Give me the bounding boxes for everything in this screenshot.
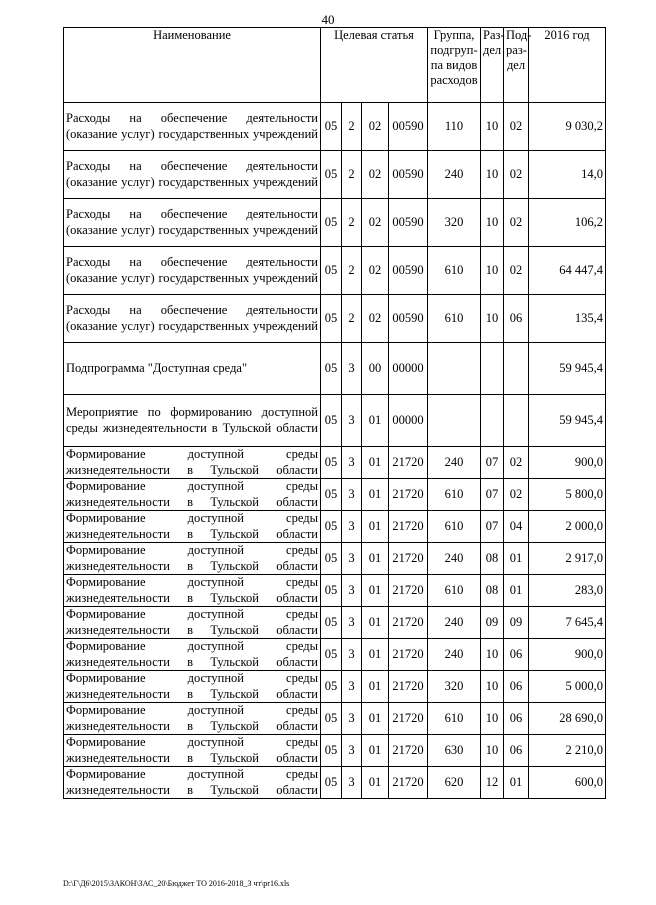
cell-target-direction: 00590 [389,295,428,343]
cell-amount-2016: 5 000,0 [529,671,606,703]
cell-amount-2016: 283,0 [529,575,606,607]
cell-target-program: 05 [321,151,342,199]
cell-target-direction: 21720 [389,447,428,479]
cell-razdel: 10 [481,735,504,767]
table-row [64,247,606,295]
cell-amount-2016: 900,0 [529,639,606,671]
cell-target-direction: 21720 [389,479,428,511]
cell-target-event: 01 [362,703,389,735]
cell-target-subprogram: 3 [342,607,362,639]
cell-name: Формирование доступной среды жизнедеятельности в Тульской области [64,767,321,799]
table-row [64,343,606,395]
cell-name: Расходы на обеспечение деятельности (оказание услуг) государственных учреждений [64,295,321,343]
cell-razdel: 09 [481,607,504,639]
cell-target-subprogram: 3 [342,639,362,671]
cell-target-subprogram: 3 [342,395,362,447]
cell-target-program: 05 [321,247,342,295]
cell-razdel: 07 [481,479,504,511]
cell-razdel: 08 [481,543,504,575]
cell-expense-group: 240 [428,639,481,671]
cell-target-event: 01 [362,479,389,511]
cell-target-subprogram: 3 [342,511,362,543]
header-year: 2016 год [529,28,606,103]
table-body [64,103,606,799]
cell-razdel: 07 [481,447,504,479]
cell-expense-group: 620 [428,767,481,799]
cell-name: Мероприятие по формированию доступной среды жизнедеятельности в Тульской области [64,395,321,447]
cell-target-event: 01 [362,607,389,639]
cell-target-direction: 00590 [389,199,428,247]
cell-expense-group [428,395,481,447]
cell-expense-group: 320 [428,671,481,703]
cell-razdel [481,343,504,395]
cell-name: Подпрограмма "Доступная среда" [64,343,321,395]
cell-expense-group: 240 [428,447,481,479]
cell-target-direction: 21720 [389,767,428,799]
table-row [64,395,606,447]
cell-target-program: 05 [321,607,342,639]
header-razdel: Раз-дел [481,28,504,103]
cell-target-program: 05 [321,671,342,703]
cell-target-direction: 21720 [389,671,428,703]
cell-expense-group: 610 [428,575,481,607]
cell-target-subprogram: 3 [342,343,362,395]
budget-table [63,27,606,799]
cell-razdel [481,395,504,447]
table-row [64,543,606,575]
header-group: Группа, подгруп-па видов расходов [428,28,481,103]
cell-target-event: 02 [362,103,389,151]
table-row [64,199,606,247]
cell-name: Формирование доступной среды жизнедеятельности в Тульской области [64,511,321,543]
cell-target-subprogram: 2 [342,151,362,199]
cell-amount-2016: 106,2 [529,199,606,247]
cell-name: Формирование доступной среды жизнедеятельности в Тульской области [64,703,321,735]
cell-razdel: 10 [481,295,504,343]
cell-target-subprogram: 2 [342,103,362,151]
table-row [64,103,606,151]
cell-target-direction: 21720 [389,543,428,575]
cell-target-subprogram: 3 [342,575,362,607]
cell-razdel: 10 [481,199,504,247]
cell-razdel: 10 [481,639,504,671]
cell-expense-group: 240 [428,151,481,199]
cell-name: Формирование доступной среды жизнедеятельности в Тульской области [64,671,321,703]
cell-amount-2016: 900,0 [529,447,606,479]
cell-podrazdel: 02 [504,151,529,199]
cell-podrazdel: 04 [504,511,529,543]
header-podrazdel: Под-раз-дел [504,28,529,103]
cell-target-program: 05 [321,511,342,543]
cell-name: Расходы на обеспечение деятельности (оказание услуг) государственных учреждений [64,103,321,151]
table-row [64,767,606,799]
cell-target-subprogram: 3 [342,671,362,703]
cell-target-program: 05 [321,343,342,395]
cell-amount-2016: 7 645,4 [529,607,606,639]
cell-razdel: 08 [481,575,504,607]
cell-target-subprogram: 2 [342,295,362,343]
cell-podrazdel: 06 [504,671,529,703]
table-row [64,447,606,479]
cell-target-direction: 00000 [389,395,428,447]
cell-name: Формирование доступной среды жизнедеятельности в Тульской области [64,447,321,479]
cell-podrazdel: 01 [504,767,529,799]
cell-razdel: 10 [481,671,504,703]
table-row [64,607,606,639]
cell-name: Формирование доступной среды жизнедеятельности в Тульской области [64,607,321,639]
cell-amount-2016: 600,0 [529,767,606,799]
table-row [64,735,606,767]
page-number: 40 [321,12,335,27]
cell-expense-group: 110 [428,103,481,151]
cell-target-direction: 21720 [389,735,428,767]
table-row [64,295,606,343]
cell-podrazdel: 02 [504,199,529,247]
cell-razdel: 10 [481,103,504,151]
cell-target-program: 05 [321,199,342,247]
cell-name: Формирование доступной среды жизнедеятельности в Тульской области [64,639,321,671]
table-row [64,151,606,199]
cell-target-subprogram: 3 [342,735,362,767]
cell-amount-2016: 2 210,0 [529,735,606,767]
cell-target-direction: 00000 [389,343,428,395]
cell-name: Формирование доступной среды жизнедеятельности в Тульской области [64,575,321,607]
cell-target-program: 05 [321,295,342,343]
cell-razdel: 07 [481,511,504,543]
cell-amount-2016: 2 917,0 [529,543,606,575]
cell-target-event: 01 [362,639,389,671]
cell-expense-group: 610 [428,511,481,543]
cell-target-program: 05 [321,575,342,607]
cell-target-event: 01 [362,543,389,575]
cell-target-event: 01 [362,511,389,543]
cell-target-event: 02 [362,295,389,343]
cell-podrazdel: 06 [504,295,529,343]
cell-target-event: 01 [362,575,389,607]
cell-target-direction: 21720 [389,639,428,671]
header-name: Наименование [64,28,321,103]
cell-target-event: 01 [362,447,389,479]
cell-target-program: 05 [321,447,342,479]
cell-podrazdel: 01 [504,543,529,575]
cell-podrazdel [504,395,529,447]
cell-amount-2016: 28 690,0 [529,703,606,735]
cell-podrazdel: 02 [504,479,529,511]
cell-amount-2016: 64 447,4 [529,247,606,295]
header-target: Целевая статья [321,28,428,103]
cell-target-program: 05 [321,479,342,511]
cell-target-program: 05 [321,735,342,767]
cell-amount-2016: 9 030,2 [529,103,606,151]
table-row [64,671,606,703]
table-row [64,703,606,735]
cell-target-program: 05 [321,639,342,671]
footer-file-path: D:\Г\Д6\2015\ЗАКОН\ЗАС_20\Бюджет ТО 2016-2018_3 чт\pr16.xls [63,879,290,888]
cell-podrazdel [504,343,529,395]
table-row [64,575,606,607]
cell-target-event: 01 [362,767,389,799]
cell-target-event: 02 [362,151,389,199]
cell-target-subprogram: 3 [342,767,362,799]
cell-target-subprogram: 2 [342,247,362,295]
cell-target-subprogram: 3 [342,447,362,479]
cell-name: Формирование доступной среды жизнедеятельности в Тульской области [64,479,321,511]
cell-name: Расходы на обеспечение деятельности (оказание услуг) государственных учреждений [64,151,321,199]
cell-expense-group: 610 [428,295,481,343]
cell-podrazdel: 02 [504,447,529,479]
table-row [64,511,606,543]
cell-target-event: 01 [362,735,389,767]
cell-target-program: 05 [321,703,342,735]
cell-target-direction: 00590 [389,151,428,199]
cell-razdel: 12 [481,767,504,799]
table-row [64,639,606,671]
cell-expense-group: 610 [428,703,481,735]
cell-target-event: 00 [362,343,389,395]
cell-target-subprogram: 3 [342,479,362,511]
cell-target-direction: 00590 [389,247,428,295]
cell-target-program: 05 [321,767,342,799]
cell-podrazdel: 02 [504,103,529,151]
cell-name: Расходы на обеспечение деятельности (оказание услуг) государственных учреждений [64,247,321,295]
cell-amount-2016: 59 945,4 [529,395,606,447]
cell-razdel: 10 [481,247,504,295]
table-header-row [64,28,606,103]
cell-target-subprogram: 3 [342,703,362,735]
cell-razdel: 10 [481,703,504,735]
cell-target-program: 05 [321,395,342,447]
cell-amount-2016: 5 800,0 [529,479,606,511]
cell-target-subprogram: 3 [342,543,362,575]
cell-podrazdel: 06 [504,703,529,735]
cell-target-event: 02 [362,247,389,295]
table-row [64,479,606,511]
cell-expense-group: 610 [428,479,481,511]
cell-target-program: 05 [321,543,342,575]
cell-name: Формирование доступной среды жизнедеятельности в Тульской области [64,735,321,767]
cell-expense-group: 240 [428,543,481,575]
cell-amount-2016: 135,4 [529,295,606,343]
cell-expense-group: 630 [428,735,481,767]
cell-amount-2016: 59 945,4 [529,343,606,395]
cell-podrazdel: 09 [504,607,529,639]
cell-target-direction: 21720 [389,511,428,543]
cell-amount-2016: 14,0 [529,151,606,199]
cell-podrazdel: 02 [504,247,529,295]
cell-expense-group: 610 [428,247,481,295]
cell-amount-2016: 2 000,0 [529,511,606,543]
cell-podrazdel: 01 [504,575,529,607]
cell-target-direction: 21720 [389,703,428,735]
cell-razdel: 10 [481,151,504,199]
cell-expense-group: 240 [428,607,481,639]
cell-name: Расходы на обеспечение деятельности (оказание услуг) государственных учреждений [64,199,321,247]
cell-target-subprogram: 2 [342,199,362,247]
cell-target-event: 01 [362,671,389,703]
cell-name: Формирование доступной среды жизнедеятельности в Тульской области [64,543,321,575]
cell-target-direction: 21720 [389,575,428,607]
cell-expense-group: 320 [428,199,481,247]
cell-expense-group [428,343,481,395]
cell-target-event: 01 [362,395,389,447]
cell-podrazdel: 06 [504,639,529,671]
cell-target-direction: 00590 [389,103,428,151]
cell-target-event: 02 [362,199,389,247]
cell-podrazdel: 06 [504,735,529,767]
cell-target-program: 05 [321,103,342,151]
cell-target-direction: 21720 [389,607,428,639]
